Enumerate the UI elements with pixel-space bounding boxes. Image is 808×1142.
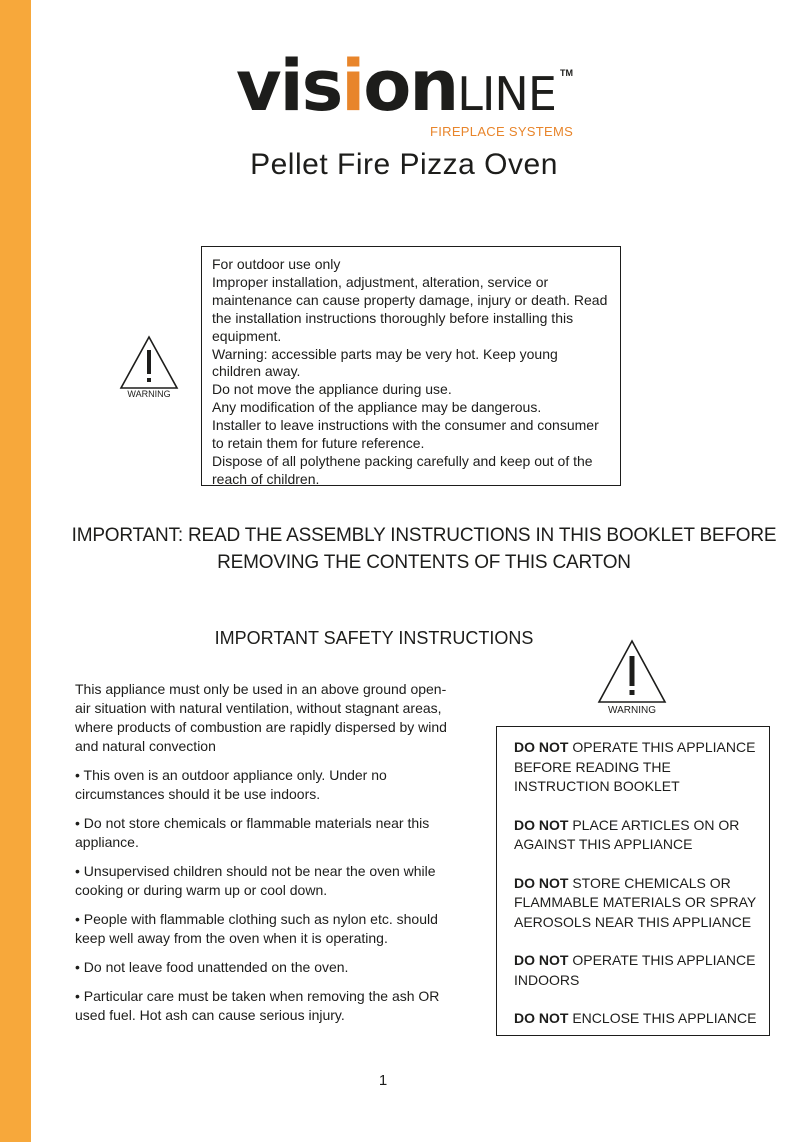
warning-icon-label: WARNING: [127, 389, 171, 399]
logo-trademark: TM: [560, 68, 573, 78]
safety-title: IMPORTANT SAFETY INSTRUCTIONS: [214, 628, 534, 648]
do-not-lead: DO NOT: [514, 874, 569, 891]
warning-triangle-icon: [596, 638, 668, 704]
do-not-item: [514, 951, 761, 990]
safety-bullet: • Do not leave food unattended on the oven.: [75, 959, 349, 975]
do-not-lead: DO NOT: [514, 816, 569, 833]
page-title: Pellet Fire Pizza Oven: [250, 148, 558, 181]
logo-part-vis: vis: [236, 45, 342, 127]
do-not-text: ENCLOSE THIS APPLIANCE: [568, 1010, 757, 1026]
warning-icon-label: WARNING: [608, 705, 656, 716]
important-notice: IMPORTANT: READ THE ASSEMBLY INSTRUCTIONS IN THIS BOOKLET BEFORE REMOVING THE CONTENTS OF THIS CARTON: [71, 525, 777, 573]
do-not-lead: DO NOT: [514, 952, 569, 968]
page-number: 1: [378, 1072, 388, 1089]
logo-subtitle: FIREPLACE SYSTEMS: [430, 124, 574, 139]
safety-bullet: • Particular care must be taken when removing the ash OR used fuel. Hot ash can cause serious injury.: [75, 988, 440, 1023]
safety-instructions: [75, 680, 460, 1035]
warning-line: Installer to leave instructions with the consumer and consumer to retain them for future reference.: [212, 417, 599, 452]
do-not-item: [514, 816, 761, 855]
warning-triangle-icon: [118, 334, 180, 390]
safety-bullet: • This oven is an outdoor appliance only. Under no circumstances should it be use indoors.: [75, 767, 387, 802]
do-not-item: [514, 874, 761, 933]
warning-line: Dispose of all polythene packing carefully and keep out of the reach of children.: [212, 452, 593, 487]
safety-intro: This appliance must only be used in an above ground open-air situation with natural ventilation, without stagnant areas, where products of combustion are rapidly dispersed by wind and natural convection: [75, 681, 447, 754]
logo-part-on: on: [363, 45, 458, 127]
warning-line: Any modification of the appliance may be dangerous.: [212, 399, 542, 416]
logo-part-i: i: [341, 45, 364, 127]
safety-bullet: • Do not store chemicals or flammable materials near this appliance.: [75, 815, 430, 850]
do-not-text: PLACE ARTICLES ON OR AGAINST THIS APPLIANCE: [514, 816, 740, 852]
do-not-lead: DO NOT: [514, 739, 569, 755]
logo-part-line: LINE: [457, 67, 556, 121]
do-not-box: [496, 726, 770, 1036]
warning-icon: [596, 638, 668, 718]
do-not-text: OPERATE THIS APPLIANCE BEFORE READING THE INSTRUCTION BOOKLET: [514, 739, 756, 794]
brand-logo: [236, 44, 576, 140]
do-not-item: [514, 1009, 761, 1029]
warning-icon: [118, 334, 180, 400]
warning-box: [201, 246, 621, 486]
warning-line: For outdoor use only: [212, 256, 341, 272]
logo-wordmark: [236, 44, 556, 136]
safety-bullet: • People with flammable clothing such as nylon etc. should keep well away from the oven when it is operating.: [75, 911, 438, 946]
do-not-text: OPERATE THIS APPLIANCE INDOORS: [514, 952, 756, 988]
warning-line: Do not move the appliance during use.: [212, 381, 452, 398]
warning-line: Improper installation, adjustment, alteration, service or maintenance can cause property damage, injury or death. Read the installation instructions thoroughly before installing this equipment.: [212, 273, 608, 344]
warning-line: Warning: accessible parts may be very hot. Keep young children away.: [212, 345, 558, 380]
do-not-text: STORE CHEMICALS OR FLAMMABLE MATERIALS OR SPRAY AEROSOLS NEAR THIS APPLIANCE: [514, 874, 756, 930]
do-not-item: [514, 738, 761, 797]
do-not-lead: DO NOT: [514, 1010, 569, 1026]
safety-bullet: • Unsupervised children should not be near the oven while cooking or during warm up or cool down.: [75, 863, 436, 898]
